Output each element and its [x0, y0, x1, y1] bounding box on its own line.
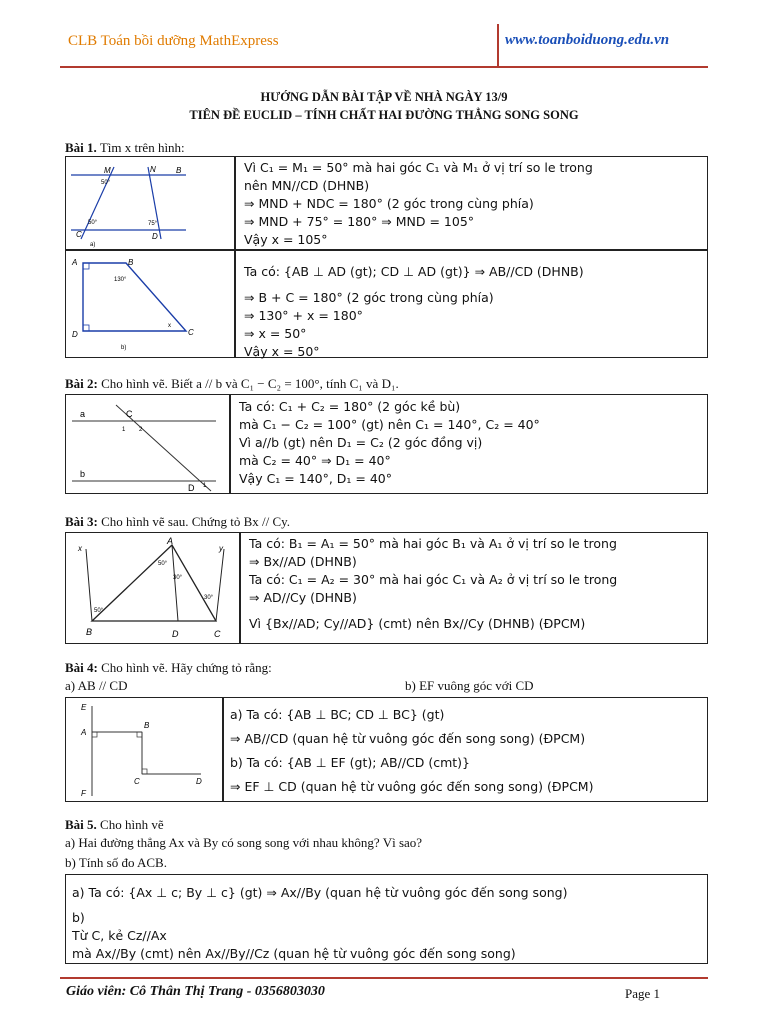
- bai4-part-b: b) EF vuông góc với CD: [405, 678, 534, 693]
- svg-text:A: A: [81, 728, 87, 737]
- bai2-solution-cell: [230, 394, 708, 494]
- svg-text:M: M: [104, 166, 111, 175]
- svg-text:b: b: [80, 469, 86, 479]
- bai1b-line-5: Vậy x = 50°: [244, 344, 320, 359]
- svg-text:1: 1: [122, 427, 126, 433]
- bai2-figure-cell: [65, 394, 230, 494]
- svg-text:C: C: [188, 328, 194, 337]
- bai2-heading: [65, 376, 399, 392]
- bai5-question-a: a) Hai đường thẳng Ax và By có song song với nhau không? Vì sao?: [65, 835, 423, 850]
- bai4-line-3: b) Ta có: {AB ⊥ EF (gt); AB//CD (cmt)}: [230, 755, 470, 770]
- svg-text:B: B: [128, 258, 134, 267]
- svg-text:D: D: [188, 483, 195, 493]
- bai4-figure-cell: [65, 697, 223, 802]
- svg-text:50°: 50°: [94, 608, 104, 614]
- svg-text:75°: 75°: [148, 221, 158, 227]
- bai4-line-1: a) Ta có: {AB ⊥ BC; CD ⊥ BC} (gt): [230, 707, 445, 722]
- bai3-line-1: Ta có: B₁ = A₁ = 50° mà hai góc B₁ và A₁ ở vị trí so le trong: [249, 536, 617, 551]
- bai1a-line-5: Vậy x = 105°: [244, 232, 328, 247]
- svg-text:50°: 50°: [158, 561, 168, 567]
- svg-text:a: a: [80, 409, 86, 419]
- svg-text:D: D: [152, 232, 158, 241]
- bai5-line-1: a) Ta có: {Ax ⊥ c; By ⊥ c} (gt) ⇒ Ax//By (quan hệ từ vuông góc đến song song): [72, 885, 568, 900]
- svg-text:A: A: [167, 536, 174, 546]
- bai3-line-5: Vì {Bx//AD; Cy//AD} (cmt) nên Bx//Cy (DHNB) (ĐPCM): [249, 616, 586, 631]
- bai1b-figure-cell: [65, 250, 235, 358]
- bai1a-line-4: ⇒ MND + 75° = 180° ⇒ MND = 105°: [244, 214, 475, 229]
- svg-text:30°: 30°: [204, 595, 214, 601]
- footer-teacher: Giáo viên: Cô Thân Thị Trang - 0356803030: [66, 984, 325, 999]
- svg-text:1: 1: [203, 483, 207, 489]
- svg-text:C: C: [126, 409, 133, 419]
- header-rule: [60, 66, 708, 68]
- svg-text:x: x: [78, 544, 82, 553]
- svg-text:x: x: [168, 323, 171, 329]
- bai5-heading: [65, 817, 164, 833]
- bai5-label: Bài 5.: [65, 817, 97, 832]
- bai1b-line-2: ⇒ B + C = 180° (2 góc trong cùng phía): [244, 290, 494, 305]
- bai3-triangle-figure: [66, 533, 239, 643]
- bai4-part-a: a) AB // CD: [65, 678, 128, 693]
- bai3-prompt: Cho hình vẽ sau. Chứng tỏ Bx // Cy.: [101, 514, 291, 529]
- svg-text:C: C: [214, 629, 221, 639]
- bai4-heading: [65, 660, 272, 676]
- bai3-solution-cell: [240, 532, 708, 644]
- header-separator: [497, 24, 499, 66]
- svg-text:F: F: [81, 789, 86, 798]
- bai4-label: Bài 4:: [65, 660, 98, 675]
- svg-text:50°: 50°: [101, 180, 111, 186]
- bai5-line-3: Từ C, kẻ Cz//Ax: [72, 928, 167, 943]
- bai1a-trapezoid-figure: [66, 157, 234, 249]
- svg-text:B: B: [176, 166, 182, 175]
- bai2-label: Bài 2:: [65, 376, 98, 391]
- page-title: HƯỚNG DẪN BÀI TẬP VỀ NHÀ NGÀY 13/9: [260, 90, 508, 104]
- bai3-label: Bài 3:: [65, 514, 98, 529]
- bai4-line-4: ⇒ EF ⊥ CD (quan hệ từ vuông góc đến song song) (ĐPCM): [230, 779, 594, 794]
- bai2-line-4: mà C₂ = 40° ⇒ D₁ = 40°: [239, 453, 391, 468]
- svg-text:C: C: [76, 230, 82, 239]
- page-subtitle: TIÊN ĐỀ EUCLID – TÍNH CHẤT HAI ĐƯỜNG THẲNG SONG SONG: [189, 108, 579, 122]
- footer-page-number: Page 1: [625, 986, 661, 1001]
- svg-text:130°: 130°: [114, 277, 127, 283]
- svg-text:D: D: [196, 777, 202, 786]
- svg-text:b): b): [121, 345, 127, 351]
- svg-text:E: E: [81, 703, 87, 712]
- bai1b-quadrilateral-figure: [66, 251, 234, 357]
- bai1b-line-3: ⇒ 130° + x = 180°: [244, 308, 363, 323]
- bai2-parallel-lines-figure: [66, 395, 229, 493]
- bai1-heading: [65, 140, 185, 156]
- bai1-label: Bài 1.: [65, 140, 97, 155]
- bai2-line-3: Vì a//b (gt) nên D₁ = C₂ (2 góc đồng vị): [239, 435, 483, 450]
- bai3-heading: [65, 514, 290, 530]
- footer-rule: [60, 977, 708, 979]
- bai1a-solution-cell: [235, 156, 708, 250]
- bai2-line-2: mà C₁ − C₂ = 100° (gt) nên C₁ = 140°, C₂ = 40°: [239, 417, 540, 432]
- bai1a-line-3: ⇒ MND + NDC = 180° (2 góc trong cùng phía): [244, 196, 534, 211]
- svg-text:A: A: [72, 258, 78, 267]
- bai1-prompt: Tìm x trên hình:: [99, 140, 185, 155]
- bai5-prompt: Cho hình vẽ: [100, 817, 164, 832]
- header-website-link[interactable]: www.toanboiduong.edu.vn: [505, 32, 670, 48]
- bai4-solution-cell: [223, 697, 708, 802]
- svg-text:D: D: [72, 330, 78, 339]
- svg-text:2: 2: [139, 427, 143, 433]
- svg-text:C: C: [134, 777, 140, 786]
- bai1a-line-2: nên MN//CD (DHNB): [244, 178, 370, 193]
- svg-text:D: D: [172, 629, 179, 639]
- bai1b-line-1: Ta có: {AB ⊥ AD (gt); CD ⊥ AD (gt)} ⇒ AB//CD (DHNB): [244, 264, 584, 279]
- bai3-line-4: ⇒ AD//Cy (DHNB): [249, 590, 357, 605]
- bai1a-figure-cell: [65, 156, 235, 250]
- bai1a-line-1: Vì C₁ = M₁ = 50° mà hai góc C₁ và M₁ ở vị trí so le trong: [244, 160, 593, 175]
- bai5-question-b: b) Tính số đo ACB.: [65, 855, 167, 870]
- bai4-perpendicular-figure: [66, 698, 222, 801]
- bai2-line-1: Ta có: C₁ + C₂ = 180° (2 góc kề bù): [239, 399, 461, 414]
- bai4-line-2: ⇒ AB//CD (quan hệ từ vuông góc đến song song) (ĐPCM): [230, 731, 586, 746]
- svg-text:30°: 30°: [173, 575, 183, 581]
- svg-text:y: y: [219, 544, 223, 553]
- bai3-line-2: ⇒ Bx//AD (DHNB): [249, 554, 357, 569]
- svg-text:N: N: [150, 165, 156, 174]
- bai5-line-4: mà Ax//By (cmt) nên Ax//By//Cz (quan hệ từ vuông góc đến song song): [72, 946, 516, 961]
- bai3-line-3: Ta có: C₁ = A₂ = 30° mà hai góc C₁ và A₂ ở vị trí so le trong: [249, 572, 618, 587]
- header-club-name: CLB Toán bồi dưỡng MathExpress: [68, 33, 279, 49]
- bai2-prompt: Cho hình vẽ. Biết a // b và C₁ − C₂ = 100°, tính C₁ và D₁.: [101, 376, 399, 391]
- svg-text:50°: 50°: [88, 220, 98, 226]
- svg-text:B: B: [144, 721, 150, 730]
- bai4-prompt: Cho hình vẽ. Hãy chứng tỏ rằng:: [101, 660, 272, 675]
- bai2-line-5: Vậy C₁ = 140°, D₁ = 40°: [239, 471, 393, 486]
- bai5-line-2: b): [72, 910, 85, 925]
- bai1b-line-4: ⇒ x = 50°: [244, 326, 307, 341]
- bai3-figure-cell: [65, 532, 240, 644]
- svg-text:B: B: [86, 627, 93, 637]
- bai5-solution-cell: [65, 874, 708, 964]
- bai1b-solution-cell: [235, 250, 708, 358]
- svg-text:a): a): [90, 242, 96, 248]
